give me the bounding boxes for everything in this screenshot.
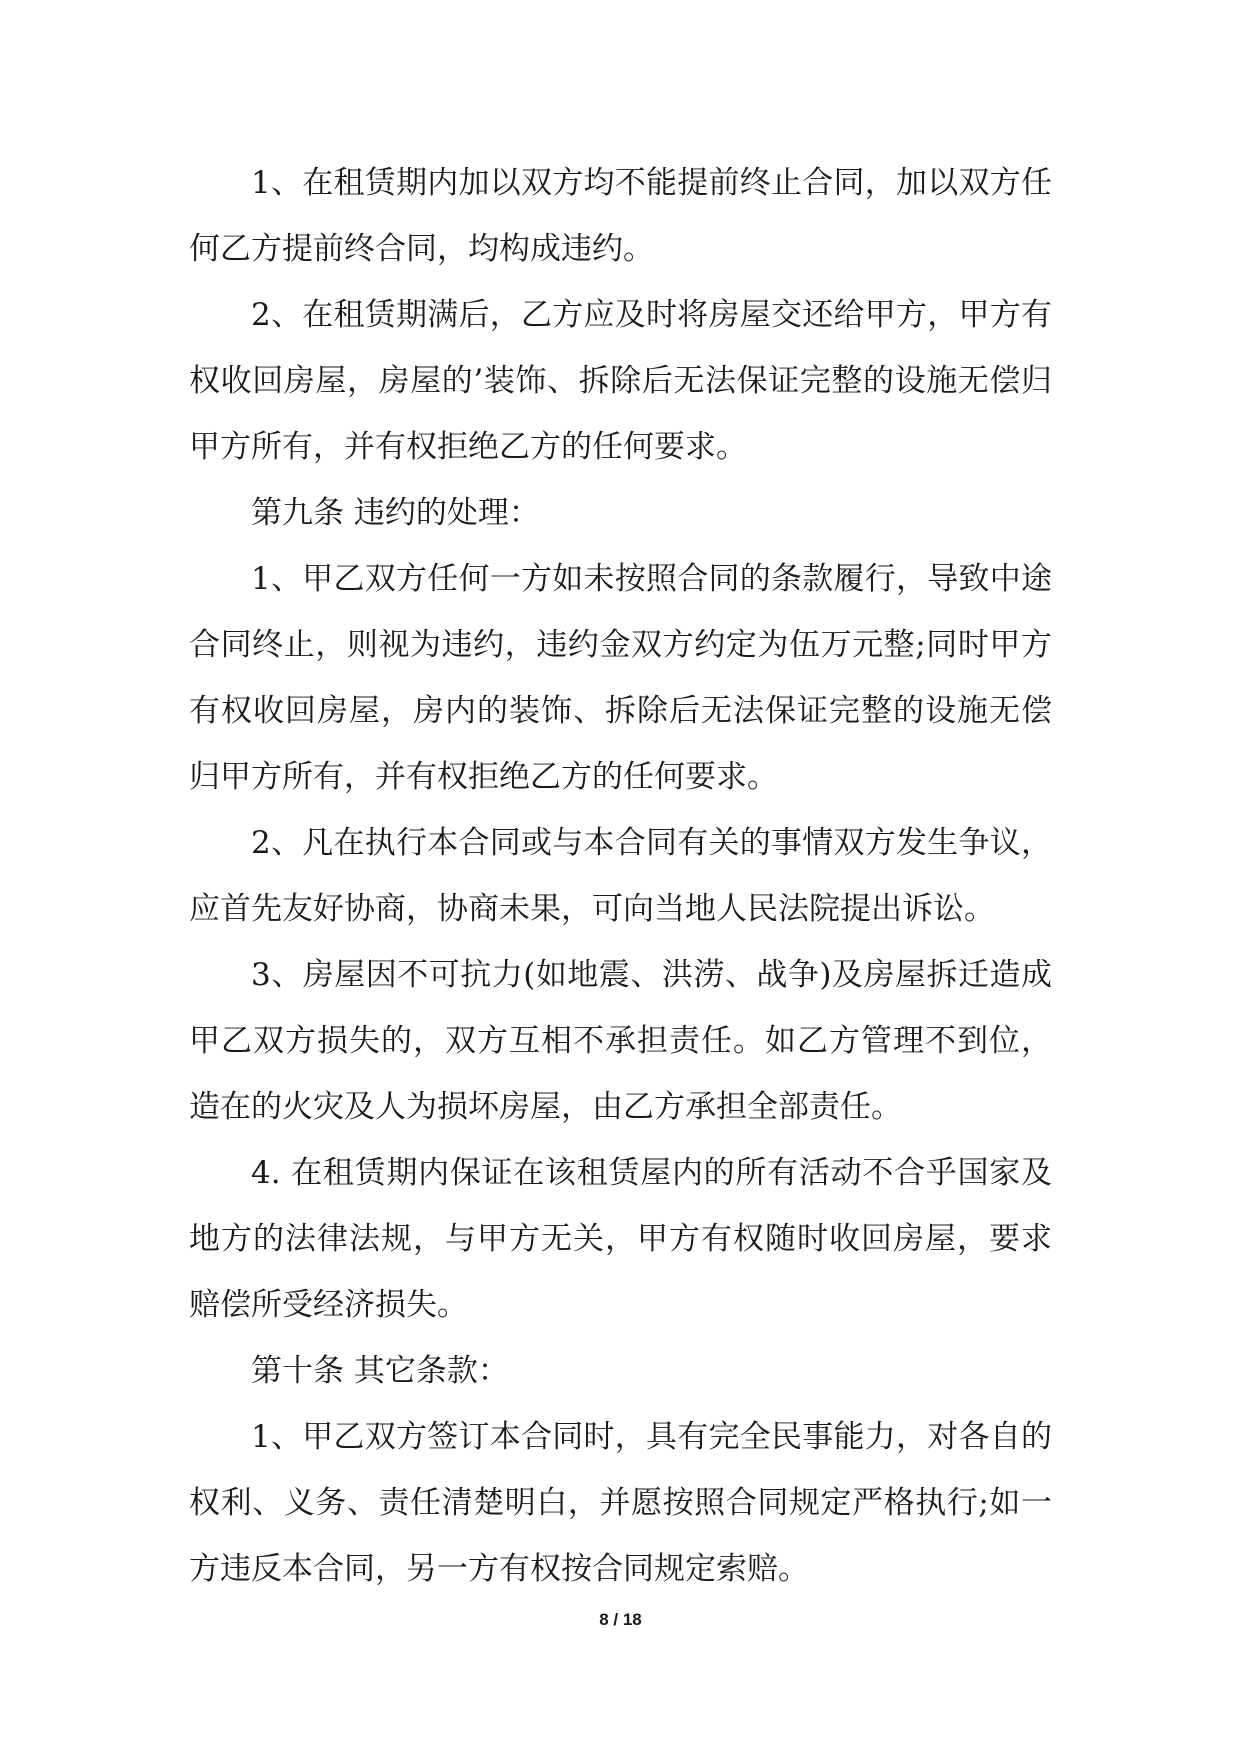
section-heading-article-10: 第十条 其它条款： xyxy=(251,1353,509,1389)
paragraph-article-9-item-2: 2、凡在执行本合同或与本合同有关的事情双方发生争议，应首先友好协商，协商未果，可向当地人民法院提出诉讼。 xyxy=(189,825,1052,927)
paragraph-clause-1: 1、在租赁期内加以双方均不能提前终止合同，加以双方任何乙方提前终合同，均构成违约。 xyxy=(189,165,1052,267)
paragraph-clause-2: 2、在租赁期满后，乙方应及时将房屋交还给甲方，甲方有权收回房屋，房屋的’装饰、拆除后无法保证完整的设施无偿归甲方所有，并有权拒绝乙方的任何要求。 xyxy=(189,297,1052,465)
section-heading-article-9: 第九条 违约的处理： xyxy=(251,495,540,531)
paragraph-article-10-item-1: 1、甲乙双方签订本合同时，具有完全民事能力，对各自的权利、义务、责任清楚明白，并愿按照合同规定严格执行;如一方违反本合同，另一方有权按合同规定索赔。 xyxy=(189,1419,1052,1587)
page-number: 8 / 18 xyxy=(599,1610,642,1629)
document-body xyxy=(189,150,1052,1602)
paragraph-article-9-item-3: 3、房屋因不可抗力(如地震、洪涝、战争)及房屋拆迁造成甲乙双方损失的，双方互相不承担责任。如乙方管理不到位，造在的火灾及人为损坏房屋，由乙方承担全部责任。 xyxy=(189,957,1052,1125)
paragraph-article-9-item-1: 1、甲乙双方任何一方如未按照合同的条款履行，导致中途合同终止，则视为违约，违约金双方约定为伍万元整;同时甲方有权收回房屋，房内的装饰、拆除后无法保证完整的设施无偿归甲方所有，并有权拒绝乙方的任何要求。 xyxy=(189,561,1052,795)
paragraph-article-9-item-4: 4. 在租赁期内保证在该租赁屋内的所有活动不合乎国家及地方的法律法规，与甲方无关，甲方有权随时收回房屋，要求赔偿所受经济损失。 xyxy=(189,1155,1052,1323)
